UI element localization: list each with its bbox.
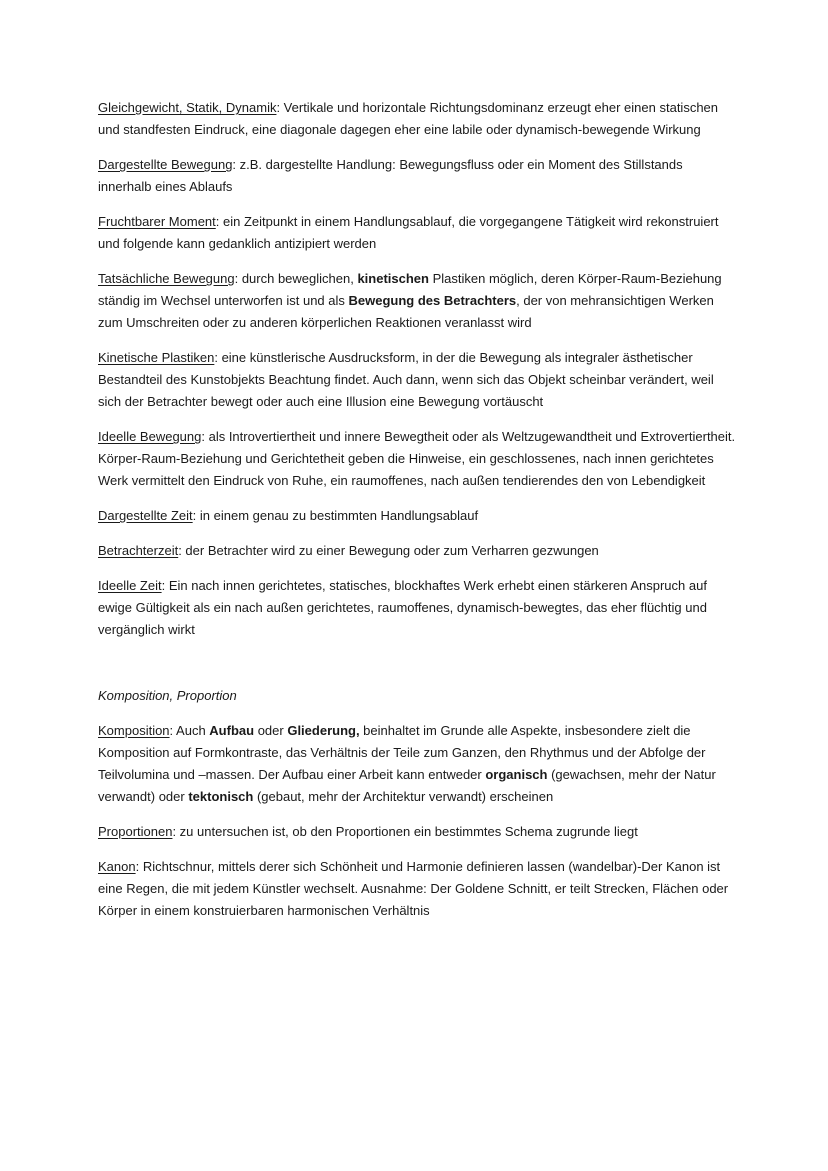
paragraph-fruchtbarer-moment (98, 211, 736, 255)
paragraph-dargestellte-bewegung (98, 154, 736, 198)
definition-text: : in einem genau zu bestimmten Handlungsablauf (192, 508, 479, 523)
bold-bewegung-des-betrachters: Bewegung des Betrachters (348, 293, 517, 308)
definition-text: : Ein nach innen gerichtetes, statisches, blockhaftes Werk erhebt einen stärkeren Anspruch auf ewige Gültigkeit als ein nach außen gerichtetes, raumoffenes, dynamisch-bewegtes, das eher flüchtig und vergänglich wirkt (98, 578, 707, 637)
paragraph-ideelle-zeit (98, 575, 736, 641)
paragraph-kanon (98, 856, 736, 922)
term-ideelle-zeit: Ideelle Zeit (98, 578, 162, 593)
bold-organisch: organisch (485, 767, 548, 782)
definition-text: : als Introvertiertheit und innere Bewegtheit oder als Weltzugewandtheit und Extrovertiertheit. Körper-Raum-Beziehung und Gerichtetheit geben die Hinweise, ein geschlossenes, nach innen gerichtetes Werk vermittelt den Eindruck von Ruhe, ein raumoffenes, nach außen tendierendes den von Lebendigkeit (98, 429, 736, 488)
bold-tektonisch: tektonisch (188, 789, 254, 804)
bold-kinetischen: kinetischen (357, 271, 429, 286)
bold-gliederung: Gliederung, (287, 723, 360, 738)
paragraph-betrachterzeit (98, 540, 736, 562)
definition-text: Plastiken möglich, deren Körper-Raum-Beziehung ständig im Wechsel unterworfen ist und als (98, 271, 722, 308)
term-betrachterzeit: Betrachterzeit (98, 543, 179, 558)
paragraph-tatsaechliche-bewegung (98, 268, 736, 334)
definition-text: : ein Zeitpunkt in einem Handlungsablauf, die vorgegangene Tätigkeit wird rekonstruiert und folgende kann gedanklich antizipiert werden (98, 214, 719, 251)
definition-text: : der Betrachter wird zu einer Bewegung oder zum Verharren gezwungen (178, 543, 599, 558)
definition-text: oder (254, 723, 288, 738)
term-dargestellte-zeit: Dargestellte Zeit (98, 508, 193, 523)
paragraph-kinetische-plastiken (98, 347, 736, 413)
term-fruchtbarer-moment: Fruchtbarer Moment (98, 214, 216, 229)
definition-text: beinhaltet im Grunde alle Aspekte, insbesondere zielt die Komposition auf Formkontraste, das Verhältnis der Teile zum Ganzen, den Rhythmus und der Abfolge der Teilvolumina und –massen. Der Aufbau einer Arbeit kann entweder (98, 723, 706, 782)
term-tatsaechliche-bewegung: Tatsächliche Bewegung (98, 271, 235, 286)
definition-text: , der von mehransichtigen Werken zum Umschreiten oder zu anderen körperlichen Reaktionen veranlasst wird (98, 293, 714, 330)
term-dargestellte-bewegung: Dargestellte Bewegung (98, 157, 233, 172)
term-ideelle-bewegung: Ideelle Bewegung (98, 429, 202, 444)
paragraph-proportionen (98, 821, 736, 843)
paragraph-komposition (98, 720, 736, 808)
definition-text: : eine künstlerische Ausdrucksform, in der die Bewegung als integraler ästhetischer Bestandteil des Kunstobjekts Beachtung findet. Auch dann, wenn sich das Objekt scheinbar verändert, weil sich der Betrachter bewegt oder auch eine Illusion eine Bewegung vortäuscht (98, 350, 714, 409)
term-kanon: Kanon (98, 859, 136, 874)
definition-text: : z.B. dargestellte Handlung: Bewegungsfluss oder ein Moment des Stillstands innerhalb eines Ablaufs (98, 157, 683, 194)
definition-text: (gewachsen, mehr der Natur verwandt) oder (98, 767, 716, 804)
paragraph-ideelle-bewegung (98, 426, 736, 492)
term-gleichgewicht: Gleichgewicht, Statik, Dynamik (98, 100, 277, 115)
term-proportionen: Proportionen (98, 824, 173, 839)
bold-aufbau: Aufbau (209, 723, 255, 738)
section-heading: Komposition, Proportion (98, 688, 237, 703)
paragraph-dargestellte-zeit (98, 505, 736, 527)
definition-text: : Auch (169, 723, 210, 738)
paragraph-gleichgewicht (98, 97, 736, 141)
definition-text: : Richtschnur, mittels derer sich Schönheit und Harmonie definieren lassen (wandelbar)-Der Kanon ist eine Regen, die mit jedem Künstler wechselt. Ausnahme: Der Goldene Schnitt, er teilt Strecken, Flächen oder Körper in einem konstruierbaren harmonischen Verhältnis (98, 859, 729, 918)
definition-text: : durch beweglichen, (234, 271, 358, 286)
definition-text: : Vertikale und horizontale Richtungsdominanz erzeugt eher einen statischen und standfesten Eindruck, eine diagonale dagegen eher eine labile oder dynamisch-bewegende Wirkung (98, 100, 719, 137)
term-kinetische-plastiken: Kinetische Plastiken (98, 350, 215, 365)
definition-text: : zu untersuchen ist, ob den Proportionen ein bestimmtes Schema zugrunde liegt (172, 824, 638, 839)
term-komposition: Komposition (98, 723, 170, 738)
definition-text: (gebaut, mehr der Architektur verwandt) erscheinen (253, 789, 554, 804)
